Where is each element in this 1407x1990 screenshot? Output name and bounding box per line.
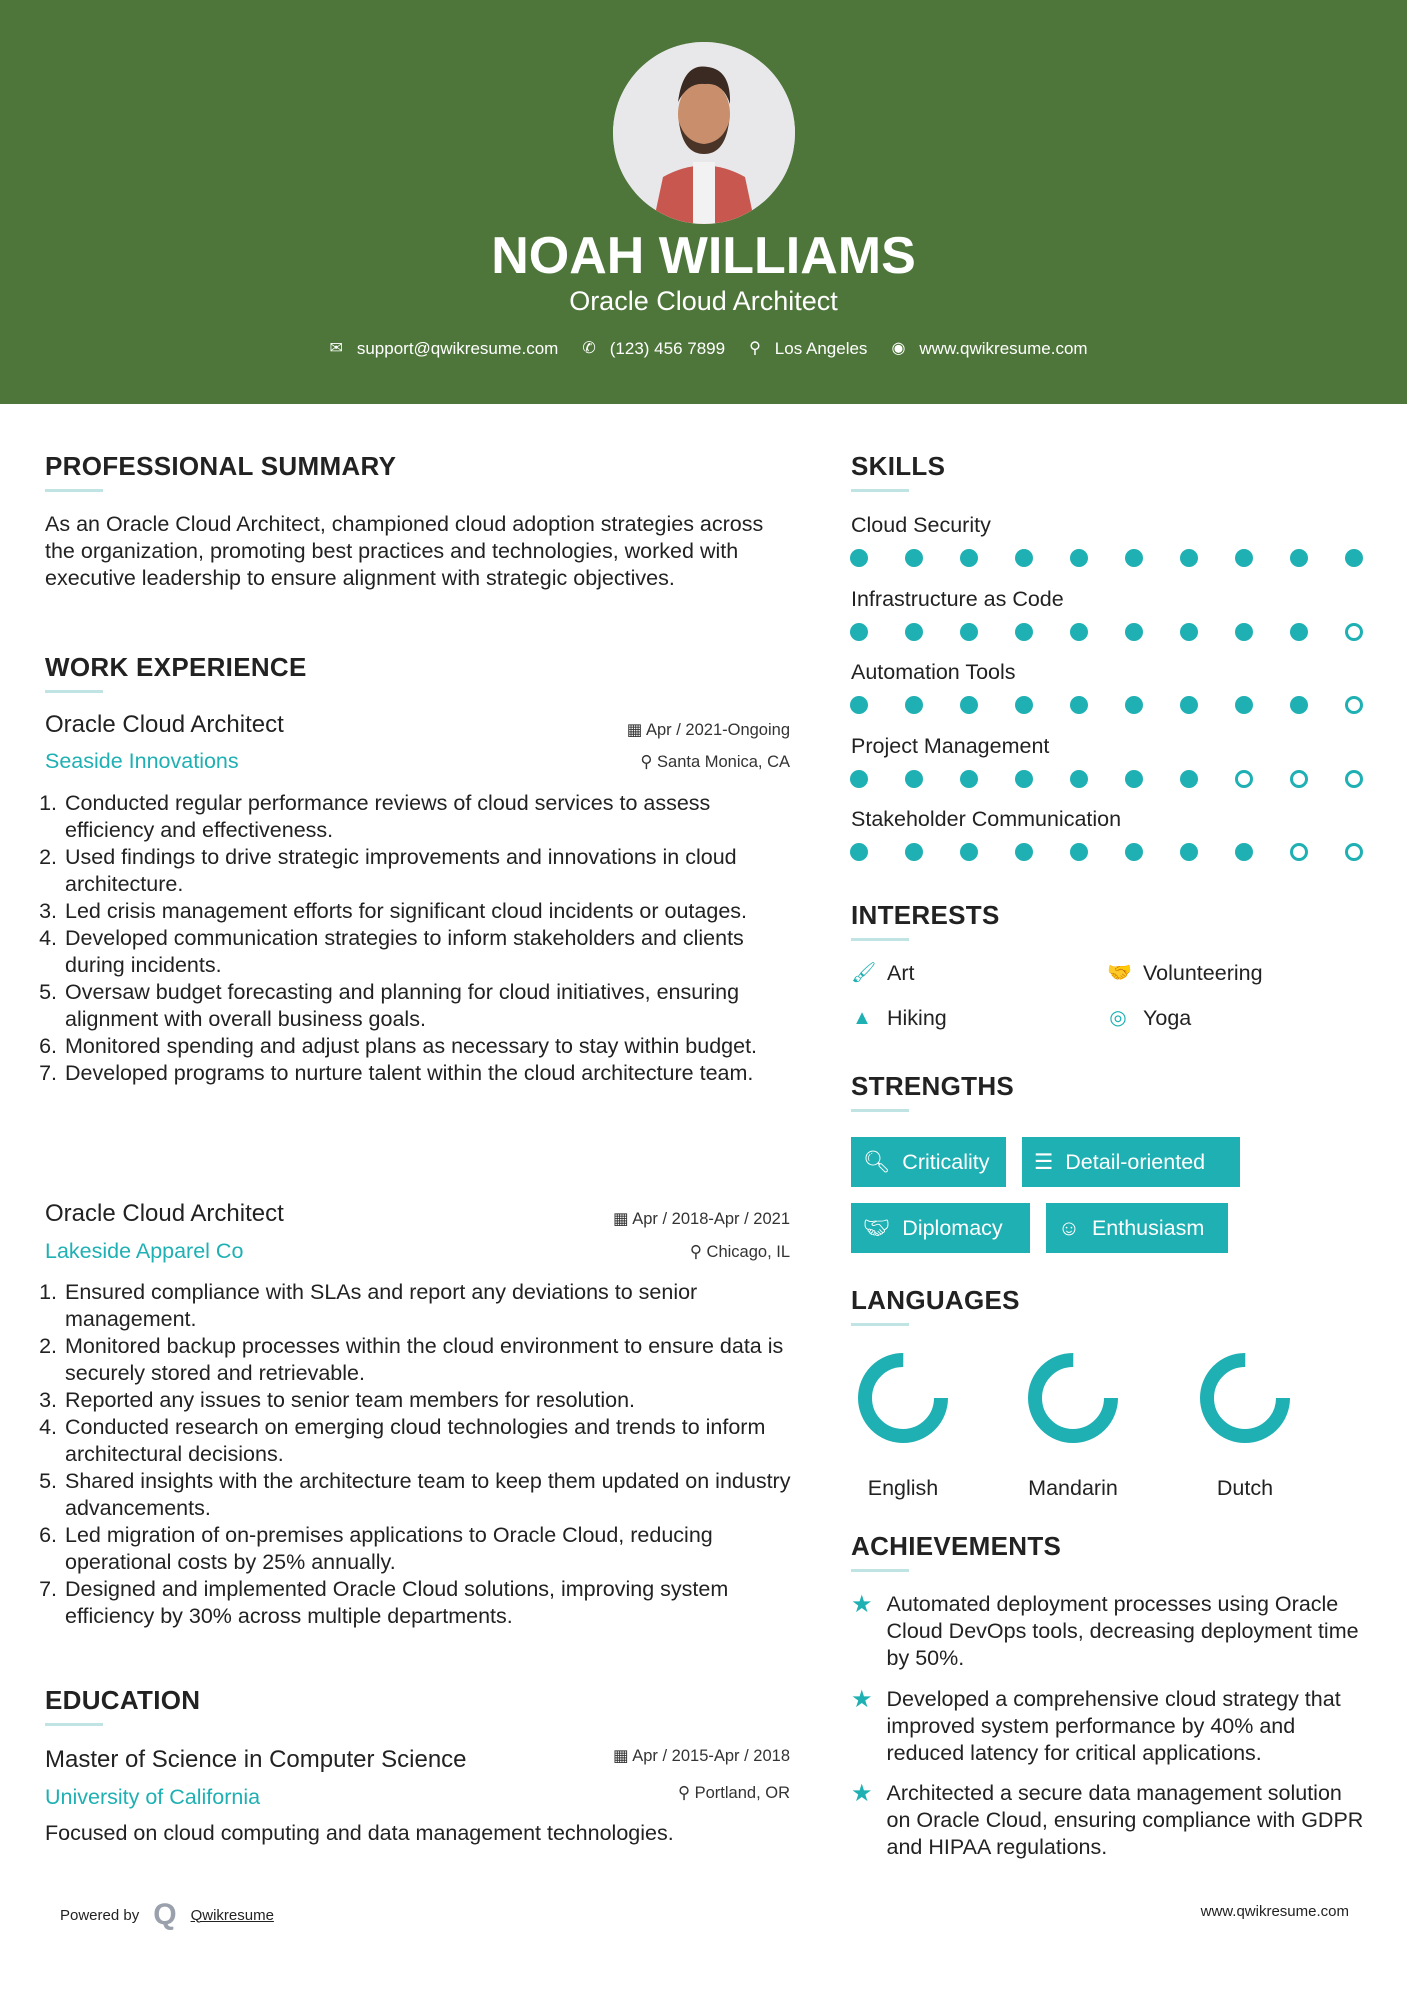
school: University of California [45, 1785, 261, 1809]
rating-dot-empty [1345, 843, 1363, 861]
education-location: Portland, OR [694, 1784, 790, 1802]
strength-chip [851, 1203, 1030, 1253]
heading-underline [851, 489, 909, 492]
list-item: 6. Led migration of on-premises applications to Oracle Cloud, reducing operational costs by 25% annually. [63, 1522, 795, 1576]
interest-label: Hiking [887, 1006, 947, 1030]
achievement-text: Developed a comprehensive cloud strategy that improved system performance by 40% and reduced latency for critical applications. [886, 1687, 1341, 1765]
rating-dot-filled [1015, 696, 1033, 714]
interest-item [1107, 1004, 1191, 1032]
skill-rating [850, 843, 1370, 863]
rating-dot-filled [1290, 549, 1308, 567]
list-item: 6. Monitored spending and adjust plans as necessary to stay within budget. [63, 1033, 795, 1060]
list-item: 3. Reported any issues to senior team members for resolution. [63, 1387, 795, 1414]
rating-dot-empty [1345, 696, 1363, 714]
rating-dot-filled [1235, 843, 1253, 861]
list-item: 3. Led crisis management efforts for significant cloud incidents or outages. [63, 898, 795, 925]
rating-dot-filled [1180, 843, 1198, 861]
job-company: Lakeside Apparel Co [45, 1239, 244, 1263]
language-item [1008, 1348, 1138, 1501]
qwikresume-logo-icon: Q [153, 1898, 177, 1931]
envelope-icon: ✉ [329, 340, 343, 357]
skill-rating [850, 770, 1370, 790]
rating-dot-filled [1180, 623, 1198, 641]
list-item: 4. Conducted research on emerging cloud technologies and trends to inform architectural decisions. [63, 1414, 795, 1468]
strength-label: Diplomacy [902, 1215, 1003, 1240]
list-item: 5. Shared insights with the architecture team to keep them updated on industry advancements. [63, 1468, 795, 1522]
pin-icon: ⚲ [677, 1784, 695, 1802]
interests-heading: INTERESTS [851, 900, 1000, 930]
rating-dot-empty [1235, 770, 1253, 788]
strength-chip [1022, 1137, 1240, 1187]
list-item: 2. Monitored backup processes within the cloud environment to ensure data is securely stored and retrievable. [63, 1333, 795, 1387]
strengths-heading: STRENGTHS [851, 1071, 1015, 1101]
summary-heading: PROFESSIONAL SUMMARY [45, 451, 397, 481]
rating-dot-filled [905, 549, 923, 567]
map-pin-icon: ⚲ [749, 340, 761, 357]
candidate-title: Oracle Cloud Architect [569, 286, 838, 316]
rating-dot-filled [905, 843, 923, 861]
skill-name: Cloud Security [851, 513, 991, 537]
skill-rating [850, 549, 1370, 569]
heading-underline [851, 1323, 909, 1326]
language-progress-ring [1023, 1348, 1123, 1448]
skill-rating [850, 696, 1370, 716]
handshake-icon: 🤝 [1107, 962, 1132, 984]
globe-icon: ◉ [891, 340, 906, 357]
skill-name: Infrastructure as Code [851, 586, 1064, 611]
rating-dot-filled [1070, 623, 1088, 641]
list-item: 7. Developed programs to nurture talent within the cloud architecture team. [63, 1060, 795, 1087]
rating-dot-filled [1125, 843, 1143, 861]
footer-powered-by [60, 1898, 274, 1932]
job-dates: Apr / 2018-Apr / 2021 [632, 1210, 790, 1228]
interest-label: Yoga [1143, 1006, 1192, 1030]
star-icon: ★ [851, 1591, 873, 1618]
rating-dot-filled [1015, 623, 1033, 641]
language-name: Mandarin [1028, 1476, 1118, 1500]
skill-rating [850, 623, 1370, 643]
work-heading: WORK EXPERIENCE [45, 652, 307, 682]
search-icon: 🔍︎ [863, 1149, 891, 1174]
rating-dot-filled [850, 843, 868, 861]
powered-by-label: Powered by [60, 1906, 140, 1924]
rating-dot-filled [1290, 623, 1308, 641]
rating-dot-filled [905, 770, 923, 788]
language-item [838, 1348, 968, 1501]
heading-underline [851, 938, 909, 941]
job-title: Oracle Cloud Architect [45, 1200, 284, 1227]
skill-name: Stakeholder Communication [851, 807, 1122, 831]
rating-dot-filled [1015, 549, 1033, 567]
contact-phone[interactable]: (123) 456 7899 [609, 339, 726, 358]
job-dates: Apr / 2021-Ongoing [645, 721, 790, 739]
lifebuoy-icon: ◎ [1109, 1007, 1127, 1029]
education-description: Focused on cloud computing and data management technologies. [45, 1821, 674, 1845]
rating-dot-filled [1070, 696, 1088, 714]
language-progress-ring [853, 1348, 953, 1448]
rating-dot-filled [1125, 549, 1143, 567]
interest-item [1107, 959, 1263, 987]
education-dates: Apr / 2015-Apr / 2018 [632, 1747, 790, 1765]
list-item: 1. Ensured compliance with SLAs and report any deviations to senior management. [63, 1279, 795, 1333]
rating-dot-filled [905, 696, 923, 714]
rating-dot-filled [960, 696, 978, 714]
skill-name: Project Management [851, 733, 1050, 758]
rating-dot-filled [960, 843, 978, 861]
rating-dot-filled [850, 623, 868, 641]
job-bullets [45, 1279, 795, 1630]
achievement-item [851, 1591, 1371, 1672]
rating-dot-filled [1070, 549, 1088, 567]
achievement-text: Architected a secure data management solution on Oracle Cloud, ensuring compliance with GDPR and HIPAA regulations. [886, 1781, 1364, 1859]
list-item: 5. Oversaw budget forecasting and planning for cloud initiatives, ensuring alignment with overall business goals. [63, 979, 795, 1033]
pin-icon: ⚲ [689, 1243, 707, 1261]
heading-underline [851, 1109, 909, 1112]
contact-email[interactable]: support@qwikresume.com [356, 339, 559, 358]
rating-dot-filled [1125, 770, 1143, 788]
list-item: 1. Conducted regular performance reviews of cloud services to assess efficiency and effectiveness. [63, 790, 795, 844]
rating-dot-filled [1180, 770, 1198, 788]
rating-dot-empty [1290, 770, 1308, 788]
job-location: Santa Monica, CA [657, 753, 790, 771]
rating-dot-filled [1235, 696, 1253, 714]
rating-dot-filled [1235, 623, 1253, 641]
contact-website[interactable]: www.qwikresume.com [919, 339, 1088, 358]
rating-dot-empty [1345, 770, 1363, 788]
heading-underline [851, 1569, 909, 1572]
strength-label: Enthusiasm [1091, 1215, 1205, 1240]
strength-chip [851, 1137, 1006, 1187]
language-progress-ring [1195, 1348, 1295, 1448]
job-bullets [45, 790, 795, 1087]
summary-text: As an Oracle Cloud Architect, championed cloud adoption strategies across the organization, promoting best practices and technologies, worked with executive leadership to ensure alignment with strategic objectives. [45, 512, 764, 590]
rating-dot-filled [960, 770, 978, 788]
contact-location: Los Angeles [774, 339, 868, 358]
paintbrush-icon: 🖌 [851, 962, 877, 984]
achievement-item [851, 1780, 1371, 1861]
rating-dot-filled [1070, 843, 1088, 861]
languages-heading: LANGUAGES [851, 1285, 1020, 1315]
degree: Master of Science in Computer Science [45, 1746, 467, 1773]
rating-dot-filled [1015, 843, 1033, 861]
handshake-icon: 🤝︎ [863, 1215, 891, 1240]
resume-header [0, 0, 1407, 404]
rating-dot-filled [1290, 696, 1308, 714]
strength-label: Detail-oriented [1065, 1149, 1206, 1174]
rating-dot-filled [1235, 549, 1253, 567]
phone-icon: ✆ [582, 340, 596, 357]
rating-dot-filled [850, 549, 868, 567]
tree-icon: ▲ [852, 1007, 872, 1029]
rating-dot-filled [1070, 770, 1088, 788]
rating-dot-filled [1125, 623, 1143, 641]
rating-dot-filled [905, 623, 923, 641]
achievement-item [851, 1686, 1371, 1767]
rating-dot-filled [1015, 770, 1033, 788]
interest-item [851, 1004, 947, 1032]
list-item: 7. Designed and implemented Oracle Cloud solutions, improving system efficiency by 30% across multiple departments. [63, 1576, 795, 1630]
achievement-text: Automated deployment processes using Oracle Cloud DevOps tools, decreasing deployment time by 50%. [886, 1592, 1359, 1670]
rating-dot-empty [1290, 843, 1308, 861]
interest-label: Art [887, 961, 915, 985]
skills-heading: SKILLS [851, 451, 946, 481]
rating-dot-empty [1345, 623, 1363, 641]
list-item: 2. Used findings to drive strategic improvements and innovations in cloud architecture. [63, 844, 795, 898]
job-company: Seaside Innovations [45, 749, 239, 773]
calendar-icon: ▦ [626, 721, 646, 739]
rating-dot-filled [960, 623, 978, 641]
rating-dot-filled [1180, 549, 1198, 567]
list-icon: ☰ [1034, 1149, 1054, 1174]
profile-photo [613, 42, 795, 224]
heading-underline [45, 690, 103, 693]
heading-underline [45, 1723, 103, 1726]
contact-bar [0, 336, 1407, 362]
interest-item [851, 959, 914, 987]
footer-website[interactable]: www.qwikresume.com [1200, 1903, 1349, 1920]
skill-name: Automation Tools [851, 660, 1016, 684]
calendar-icon: ▦ [612, 1210, 633, 1228]
job-title: Oracle Cloud Architect [45, 711, 284, 738]
achievements-heading: ACHIEVEMENTS [851, 1531, 1062, 1561]
education-heading: EDUCATION [45, 1685, 201, 1715]
list-item: 4. Developed communication strategies to inform stakeholders and clients during incidents. [63, 925, 795, 979]
rating-dot-filled [850, 770, 868, 788]
rating-dot-filled [960, 549, 978, 567]
rating-dot-filled [850, 696, 868, 714]
brand-link[interactable]: Qwikresume [190, 1906, 274, 1924]
language-name: Dutch [1216, 1476, 1274, 1500]
job-location: Chicago, IL [706, 1243, 790, 1261]
star-icon: ★ [851, 1686, 873, 1713]
rating-dot-filled [1180, 696, 1198, 714]
strength-chip [1046, 1203, 1228, 1253]
star-icon: ★ [851, 1780, 873, 1807]
candidate-name: NOAH WILLIAMS [491, 227, 916, 285]
language-item [1180, 1348, 1310, 1501]
language-name: English [867, 1476, 939, 1500]
interest-label: Volunteering [1143, 961, 1263, 985]
rating-dot-filled [1125, 696, 1143, 714]
heading-underline [45, 489, 103, 492]
rating-dot-filled [1345, 549, 1363, 567]
smile-icon: ☺ [1058, 1215, 1080, 1240]
pin-icon: ⚲ [640, 753, 658, 771]
strength-label: Criticality [902, 1149, 990, 1174]
calendar-icon: ▦ [612, 1747, 633, 1765]
